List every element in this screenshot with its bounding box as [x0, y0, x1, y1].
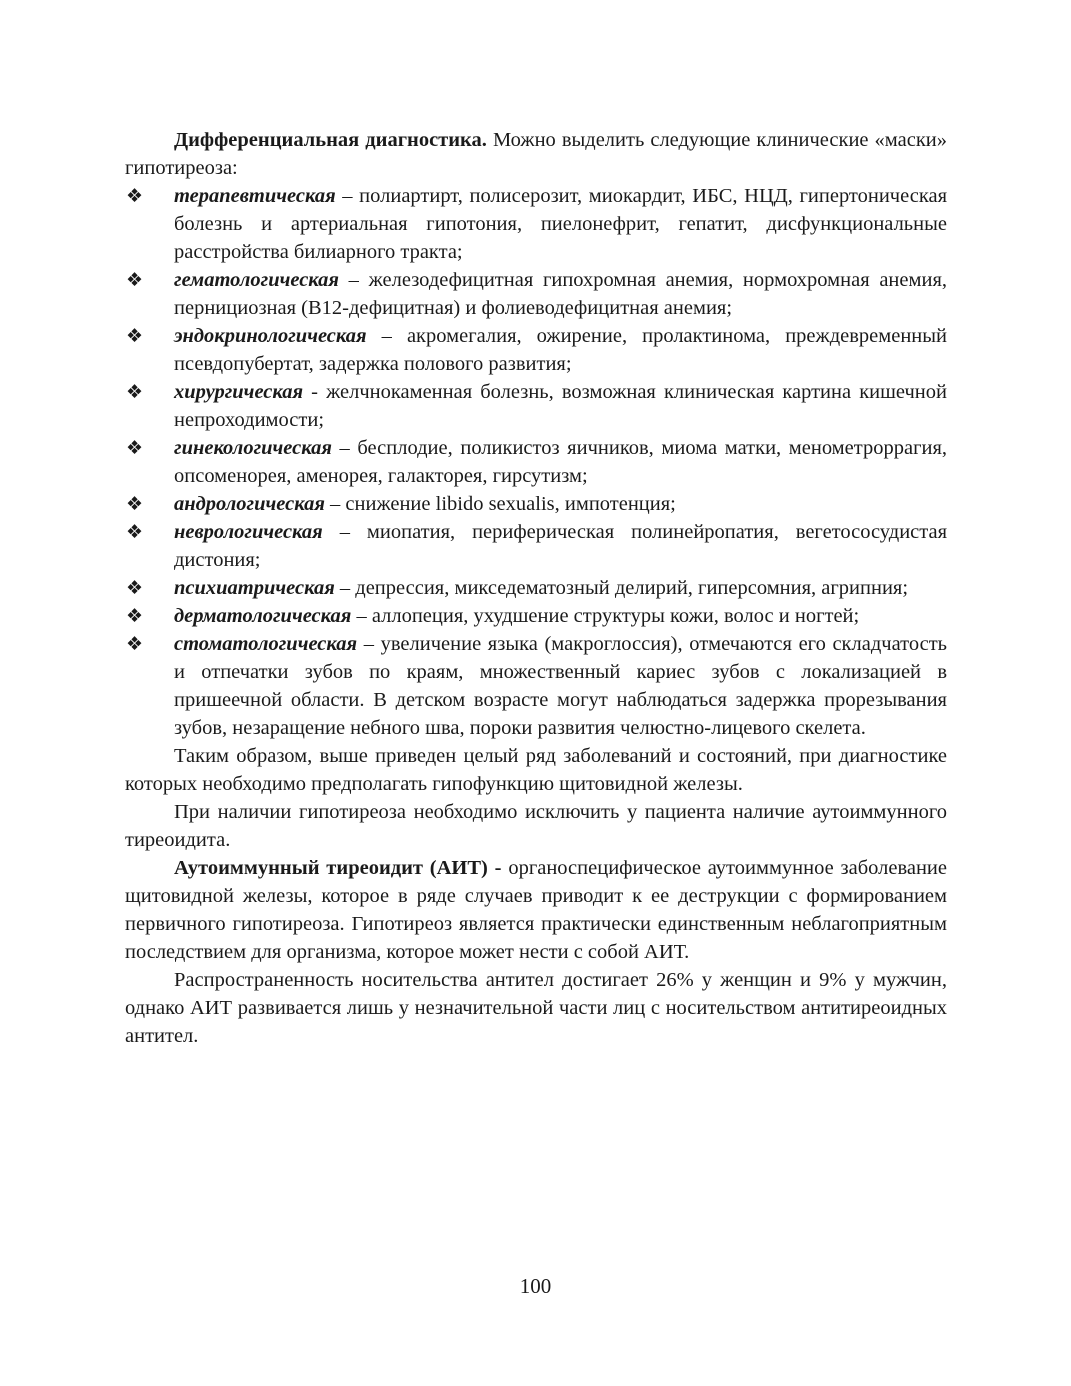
diamond-bullet-icon: ❖	[126, 493, 144, 515]
mask-description: бесплодие, поликистоз яичников, миома матки, менометроррагия, опсоменорея, аменорея, галакторея, гирсутизм;	[174, 437, 947, 487]
ait-note-paragraph: При наличии гипотиреоза необходимо исключить у пациента наличие аутоиммунного тиреоидита.	[125, 801, 947, 851]
mask-term: гематологическая	[174, 269, 339, 291]
term-separator: –	[357, 633, 381, 655]
mask-term: андрологическая	[174, 493, 325, 515]
diamond-bullet-icon: ❖	[126, 325, 144, 347]
mask-description: миопатия, периферическая полинейропатия, вегетососудистая дистония;	[174, 521, 948, 571]
list-item	[125, 266, 947, 322]
list-item	[125, 602, 947, 630]
term-separator: –	[324, 493, 346, 515]
diamond-bullet-icon: ❖	[126, 577, 144, 599]
ait-definition-paragraph	[125, 854, 947, 966]
term-separator: –	[338, 269, 369, 291]
mask-description: снижение libido sexualis, импотенция;	[345, 493, 676, 515]
mask-description: аллопеция, ухудшение структуры кожи, волос и ногтей;	[371, 605, 860, 627]
diamond-bullet-icon: ❖	[126, 381, 144, 403]
mask-term: неврологическая	[174, 521, 323, 543]
intro-paragraph	[125, 126, 947, 182]
mask-description: полиартирт, полисерозит, миокардит, ИБС, НЦД, гипертоническая болезнь и артериальная гипотония, пиелонефрит, гепатит, дисфункциональные расстройства билиарного тракта;	[174, 185, 947, 263]
list-item	[125, 182, 947, 266]
diamond-bullet-icon: ❖	[126, 269, 144, 291]
diamond-bullet-icon: ❖	[126, 605, 144, 627]
page-content	[125, 126, 947, 1050]
ait-term: Аутоиммунный тиреоидит (АИТ) -	[174, 857, 502, 879]
term-separator: -	[303, 381, 327, 403]
mask-term: стоматологическая	[174, 633, 358, 655]
mask-term: терапевтическая	[174, 185, 336, 207]
mask-description: депрессия, микседематозный делирий, гиперсомния, агрипния;	[355, 577, 909, 599]
page-number: 100	[519, 1274, 552, 1298]
diamond-bullet-icon: ❖	[126, 521, 144, 543]
term-separator: –	[335, 185, 360, 207]
list-item	[125, 574, 947, 602]
mask-term: эндокринологическая	[174, 325, 367, 347]
list-item	[125, 378, 947, 434]
term-separator: –	[351, 605, 372, 627]
term-separator: –	[331, 437, 358, 459]
mask-term: дерматологическая	[174, 605, 352, 627]
term-separator: –	[334, 577, 356, 599]
mask-term: психиатрическая	[174, 577, 335, 599]
list-item	[125, 630, 947, 742]
list-item	[125, 490, 947, 518]
term-separator: –	[366, 325, 407, 347]
mask-term: хирургическая	[174, 381, 304, 403]
diamond-bullet-icon: ❖	[126, 185, 144, 207]
list-item	[125, 518, 947, 574]
summary-paragraph: Таким образом, выше приведен целый ряд заболеваний и состояний, при диагностике которых необходимо предполагать гипофункцию щитовидной железы.	[125, 745, 947, 795]
masks-list	[125, 182, 947, 742]
list-item	[125, 434, 947, 490]
section-heading: Дифференциальная диагностика.	[174, 129, 487, 151]
diamond-bullet-icon: ❖	[126, 633, 144, 655]
term-separator: –	[322, 521, 367, 543]
list-item	[125, 322, 947, 378]
mask-description: увеличение языка (макроглоссия), отмечаются его складчатость и отпечатки зубов по краям, множественный кариес зубов с локализацией в пришеечной области. В детском возрасте могут наблюдаться задержка прорезывания зубов, незаращение небного шва, пороки развития челюстно-лицевого скелета.	[174, 633, 947, 739]
ait-definition-text: органоспецифическое аутоиммунное заболевание щитовидной железы, которое в ряде случаев приводит к ее деструкции с формированием первичного гипотиреоза. Гипотиреоз является практически единственным неблагоприятным последствием для организма, которое может нести с собой АИТ.	[125, 857, 947, 963]
intro-text: Можно выделить следующие клинические «маски» гипотиреоза:	[125, 129, 948, 179]
mask-description: железодефицитная гипохромная анемия, нормохромная анемия, пернициозная (В12-дефицитная) и фолиеводефицитная анемия;	[174, 269, 947, 319]
mask-term: гинекологическая	[174, 437, 332, 459]
prevalence-paragraph: Распространенность носительства антител достигает 26% у женщин и 9% у мужчин, однако АИТ развивается лишь у незначительной части лиц с носительством антитиреоидных антител.	[125, 969, 947, 1047]
mask-description: желчнокаменная болезнь, возможная клиническая картина кишечной непроходимости;	[174, 381, 947, 431]
diamond-bullet-icon: ❖	[126, 437, 144, 459]
mask-description: акромегалия, ожирение, пролактинома, преждевременный псевдопубертат, задержка полового развития;	[174, 325, 948, 375]
